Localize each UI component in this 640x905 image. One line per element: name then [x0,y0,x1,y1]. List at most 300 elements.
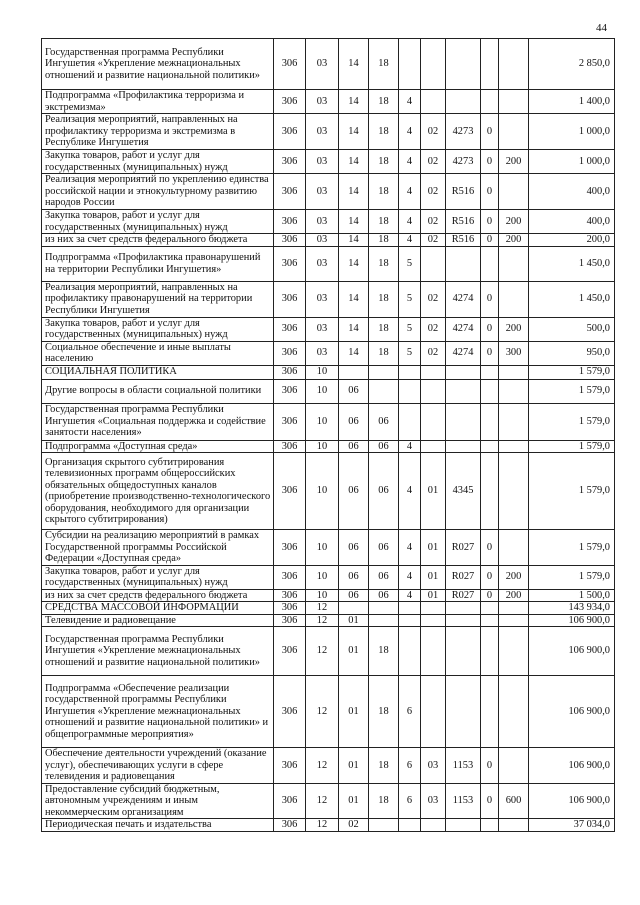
code-cell: 10 [306,453,339,530]
code-cell: 18 [369,174,399,210]
amount-cell: 1 579,0 [529,530,615,566]
code-cell: 200 [499,589,529,602]
code-cell: 4273 [446,150,481,174]
row-name: Подпрограмма «Профилактика правонарушений на территории Республики Ингушетия» [42,246,274,281]
code-cell: 06 [369,440,399,453]
code-cell: 18 [369,281,399,317]
amount-cell: 106 900,0 [529,783,615,819]
code-cell [481,403,499,440]
table-row [42,174,615,210]
row-name: Субсидии на реализацию мероприятий в рамках Государственной программы Российской Федерации «Доступная среда» [42,530,274,566]
table-row [42,210,615,234]
amount-cell: 106 900,0 [529,676,615,748]
code-cell: 14 [339,150,369,174]
table-row [42,676,615,748]
code-cell: 18 [369,317,399,341]
code-cell: R516 [446,210,481,234]
code-cell: 306 [274,174,306,210]
code-cell [421,819,446,832]
code-cell: 306 [274,90,306,114]
code-cell: 4 [399,453,421,530]
code-cell [446,90,481,114]
code-cell: 0 [481,174,499,210]
code-cell [446,403,481,440]
code-cell: 18 [369,90,399,114]
row-name: Телевидение и радиовещание [42,614,274,627]
code-cell [421,614,446,627]
row-name: Закупка товаров, работ и услуг для государственных (муниципальных) нужд [42,565,274,589]
code-cell: 03 [306,246,339,281]
code-cell [499,246,529,281]
code-cell: 03 [421,783,446,819]
code-cell: 4274 [446,341,481,365]
code-cell: 306 [274,150,306,174]
row-name: Социальное обеспечение и иные выплаты населению [42,341,274,365]
code-cell: 10 [306,403,339,440]
code-cell: 306 [274,530,306,566]
code-cell [421,602,446,615]
code-cell [481,365,499,379]
code-cell [446,602,481,615]
code-cell [481,676,499,748]
code-cell: 10 [306,365,339,379]
code-cell [446,365,481,379]
code-cell [481,379,499,403]
table-row [42,317,615,341]
code-cell [421,90,446,114]
code-cell [446,379,481,403]
code-cell: R516 [446,234,481,247]
code-cell: 12 [306,783,339,819]
code-cell: 10 [306,589,339,602]
table-row [42,565,615,589]
code-cell [339,602,369,615]
code-cell: 10 [306,565,339,589]
table-row [42,440,615,453]
code-cell [499,379,529,403]
row-name: Организация скрытого субтитрирования телевизионных программ общероссийских обязательных общедоступных каналов (приобретение производственно-технологического оборудования, необходимого для организации скрытого субтитрирования) [42,453,274,530]
code-cell: 10 [306,379,339,403]
amount-cell: 1 579,0 [529,440,615,453]
code-cell [499,365,529,379]
code-cell: 306 [274,341,306,365]
code-cell: 14 [339,341,369,365]
code-cell: 200 [499,565,529,589]
code-cell: 0 [481,234,499,247]
code-cell [446,819,481,832]
code-cell: 4 [399,565,421,589]
code-cell: 18 [369,234,399,247]
code-cell: 6 [399,783,421,819]
table-row [42,530,615,566]
code-cell: 06 [339,589,369,602]
code-cell [481,246,499,281]
code-cell: 306 [274,403,306,440]
code-cell: 06 [339,440,369,453]
code-cell: 4 [399,90,421,114]
code-cell: 01 [421,530,446,566]
code-cell: R027 [446,589,481,602]
amount-cell: 1 450,0 [529,281,615,317]
code-cell [421,246,446,281]
code-cell [421,403,446,440]
code-cell: 14 [339,246,369,281]
code-cell: 03 [306,150,339,174]
code-cell: 01 [339,748,369,784]
table-row [42,403,615,440]
code-cell [446,676,481,748]
code-cell [481,627,499,676]
code-cell: 4 [399,174,421,210]
amount-cell: 106 900,0 [529,748,615,784]
code-cell: 5 [399,341,421,365]
code-cell: 01 [421,589,446,602]
code-cell: 5 [399,281,421,317]
code-cell: 1153 [446,783,481,819]
code-cell [446,627,481,676]
code-cell: 01 [421,565,446,589]
table-row [42,627,615,676]
code-cell: 18 [369,114,399,150]
amount-cell: 1 579,0 [529,565,615,589]
code-cell [499,676,529,748]
row-name: Подпрограмма «Обеспечение реализации государственной программы Республики Ингушетия «Укрепление межнациональных отношений и развитие национальной политики» и общепрограммные мероприятия» [42,676,274,748]
code-cell: 200 [499,234,529,247]
table-row [42,783,615,819]
code-cell: 306 [274,783,306,819]
row-name: Подпрограмма «Доступная среда» [42,440,274,453]
code-cell [421,627,446,676]
code-cell: 14 [339,39,369,90]
code-cell: 300 [499,341,529,365]
code-cell [369,379,399,403]
code-cell [446,440,481,453]
code-cell: 0 [481,589,499,602]
code-cell: 0 [481,281,499,317]
code-cell [499,748,529,784]
code-cell: 14 [339,210,369,234]
row-name: Закупка товаров, работ и услуг для государственных (муниципальных) нужд [42,317,274,341]
table-row [42,39,615,90]
code-cell: 306 [274,748,306,784]
code-cell: 06 [369,403,399,440]
code-cell: 306 [274,819,306,832]
table-row [42,150,615,174]
code-cell: 306 [274,234,306,247]
code-cell: 306 [274,589,306,602]
code-cell [399,627,421,676]
row-name: Реализация мероприятий по укреплению единства российской нации и этнокультурному развитию народов России [42,174,274,210]
row-name: из них за счет средств федерального бюджета [42,589,274,602]
amount-cell: 400,0 [529,174,615,210]
code-cell: 01 [421,453,446,530]
code-cell: 1153 [446,748,481,784]
code-cell: 0 [481,341,499,365]
code-cell [499,819,529,832]
amount-cell: 143 934,0 [529,602,615,615]
amount-cell: 500,0 [529,317,615,341]
code-cell: 0 [481,317,499,341]
amount-cell: 400,0 [529,210,615,234]
code-cell: 0 [481,748,499,784]
code-cell: 02 [339,819,369,832]
code-cell: 200 [499,210,529,234]
code-cell [399,39,421,90]
code-cell: 03 [306,90,339,114]
table-row [42,602,615,615]
code-cell: 306 [274,246,306,281]
row-name: СРЕДСТВА МАССОВОЙ ИНФОРМАЦИИ [42,602,274,615]
code-cell [499,281,529,317]
code-cell: R027 [446,565,481,589]
table-row [42,90,615,114]
code-cell: 6 [399,676,421,748]
code-cell [399,365,421,379]
table-body [42,39,615,832]
code-cell [499,90,529,114]
code-cell: 0 [481,530,499,566]
code-cell: 06 [339,565,369,589]
amount-cell: 2 850,0 [529,39,615,90]
code-cell: 01 [339,627,369,676]
code-cell: R027 [446,530,481,566]
code-cell: 06 [339,530,369,566]
code-cell [399,819,421,832]
row-name: Подпрограмма «Профилактика терроризма и экстремизма» [42,90,274,114]
table-row [42,234,615,247]
code-cell [369,365,399,379]
code-cell: 02 [421,114,446,150]
code-cell: 06 [339,403,369,440]
code-cell: 03 [306,39,339,90]
code-cell [481,602,499,615]
code-cell [499,39,529,90]
code-cell: 4 [399,150,421,174]
amount-cell: 1 579,0 [529,379,615,403]
code-cell [481,39,499,90]
code-cell [481,90,499,114]
table-row [42,246,615,281]
code-cell: 0 [481,210,499,234]
row-name: Государственная программа Республики Ингушетия «Укрепление межнациональных отношений и развитие национальной политики» [42,39,274,90]
amount-cell: 1 450,0 [529,246,615,281]
code-cell: 06 [369,453,399,530]
code-cell: 12 [306,676,339,748]
code-cell: 18 [369,627,399,676]
row-name: Закупка товаров, работ и услуг для государственных (муниципальных) нужд [42,210,274,234]
code-cell [369,614,399,627]
code-cell [399,614,421,627]
table-row [42,341,615,365]
table-row [42,114,615,150]
table-row [42,453,615,530]
code-cell [399,379,421,403]
code-cell: 14 [339,317,369,341]
code-cell: 306 [274,39,306,90]
code-cell: 02 [421,341,446,365]
code-cell: 02 [421,150,446,174]
code-cell: 03 [306,281,339,317]
amount-cell: 950,0 [529,341,615,365]
code-cell [481,614,499,627]
code-cell: 4 [399,589,421,602]
code-cell [421,379,446,403]
amount-cell: 1 579,0 [529,365,615,379]
code-cell: 06 [369,565,399,589]
row-name: Государственная программа Республики Ингушетия «Социальная поддержка и содействие занятости населения» [42,403,274,440]
code-cell: 0 [481,150,499,174]
code-cell: 4274 [446,317,481,341]
code-cell: 4 [399,440,421,453]
code-cell: 600 [499,783,529,819]
code-cell [446,39,481,90]
code-cell: 200 [499,150,529,174]
code-cell: 14 [339,234,369,247]
code-cell: 12 [306,819,339,832]
code-cell [446,246,481,281]
row-name: Другие вопросы в области социальной политики [42,379,274,403]
code-cell [481,819,499,832]
budget-table [41,38,615,832]
code-cell: 5 [399,246,421,281]
table-row [42,819,615,832]
code-cell [369,819,399,832]
code-cell: 10 [306,530,339,566]
code-cell: 4273 [446,114,481,150]
code-cell: 18 [369,210,399,234]
code-cell: 4345 [446,453,481,530]
code-cell: 14 [339,281,369,317]
code-cell [421,440,446,453]
amount-cell: 1 000,0 [529,114,615,150]
table-row [42,748,615,784]
code-cell [446,614,481,627]
code-cell: 306 [274,210,306,234]
amount-cell: 1 579,0 [529,453,615,530]
code-cell: 306 [274,114,306,150]
row-name: Обеспечение деятельности учреждений (оказание услуг), обеспечивающих услуги в сфере телевидения и радиовещания [42,748,274,784]
code-cell: 4 [399,234,421,247]
code-cell: 306 [274,365,306,379]
code-cell [499,174,529,210]
table-row [42,614,615,627]
code-cell: 06 [369,530,399,566]
code-cell: 03 [306,234,339,247]
code-cell: 5 [399,317,421,341]
code-cell: 306 [274,676,306,748]
code-cell: 200 [499,317,529,341]
code-cell: 4 [399,114,421,150]
code-cell: 02 [421,174,446,210]
code-cell: 18 [369,748,399,784]
code-cell: 06 [339,453,369,530]
code-cell [499,530,529,566]
code-cell: 4274 [446,281,481,317]
code-cell: 306 [274,440,306,453]
code-cell: 03 [306,341,339,365]
row-name: Реализация мероприятий, направленных на профилактику правонарушений на территории Республики Ингушетия [42,281,274,317]
code-cell: 12 [306,602,339,615]
code-cell: 18 [369,341,399,365]
code-cell: 18 [369,150,399,174]
code-cell: 306 [274,627,306,676]
code-cell: 0 [481,783,499,819]
code-cell: 03 [306,317,339,341]
code-cell: 02 [421,317,446,341]
code-cell [421,365,446,379]
code-cell [481,440,499,453]
amount-cell: 1 000,0 [529,150,615,174]
code-cell: 14 [339,90,369,114]
code-cell: 18 [369,39,399,90]
code-cell: 306 [274,602,306,615]
code-cell: 06 [339,379,369,403]
code-cell: 18 [369,676,399,748]
code-cell [499,627,529,676]
code-cell [339,365,369,379]
amount-cell: 1 579,0 [529,403,615,440]
code-cell: 12 [306,614,339,627]
code-cell [369,602,399,615]
code-cell: 14 [339,114,369,150]
row-name: из них за счет средств федерального бюджета [42,234,274,247]
code-cell [399,403,421,440]
code-cell [499,602,529,615]
code-cell: 306 [274,453,306,530]
code-cell: 6 [399,748,421,784]
code-cell: R516 [446,174,481,210]
code-cell [499,453,529,530]
code-cell: 306 [274,379,306,403]
code-cell: 02 [421,281,446,317]
code-cell: 12 [306,748,339,784]
code-cell: 03 [421,748,446,784]
code-cell: 10 [306,440,339,453]
amount-cell: 106 900,0 [529,614,615,627]
code-cell: 0 [481,565,499,589]
page-number: 44 [596,22,607,34]
code-cell: 4 [399,210,421,234]
code-cell [499,403,529,440]
amount-cell: 1 400,0 [529,90,615,114]
code-cell: 02 [421,234,446,247]
code-cell: 02 [421,210,446,234]
code-cell: 03 [306,210,339,234]
code-cell: 4 [399,530,421,566]
row-name: Периодическая печать и издательства [42,819,274,832]
code-cell: 306 [274,281,306,317]
code-cell: 18 [369,783,399,819]
code-cell: 306 [274,614,306,627]
code-cell: 03 [306,174,339,210]
amount-cell: 1 500,0 [529,589,615,602]
row-name: Государственная программа Республики Ингушетия «Укрепление межнациональных отношений и развитие национальной политики» [42,627,274,676]
code-cell: 03 [306,114,339,150]
code-cell: 306 [274,565,306,589]
code-cell [499,114,529,150]
table-row [42,379,615,403]
code-cell: 06 [369,589,399,602]
code-cell: 01 [339,783,369,819]
code-cell [421,39,446,90]
table-row [42,281,615,317]
amount-cell: 37 034,0 [529,819,615,832]
code-cell: 12 [306,627,339,676]
code-cell [399,602,421,615]
table-row [42,589,615,602]
code-cell [481,453,499,530]
row-name: СОЦИАЛЬНАЯ ПОЛИТИКА [42,365,274,379]
